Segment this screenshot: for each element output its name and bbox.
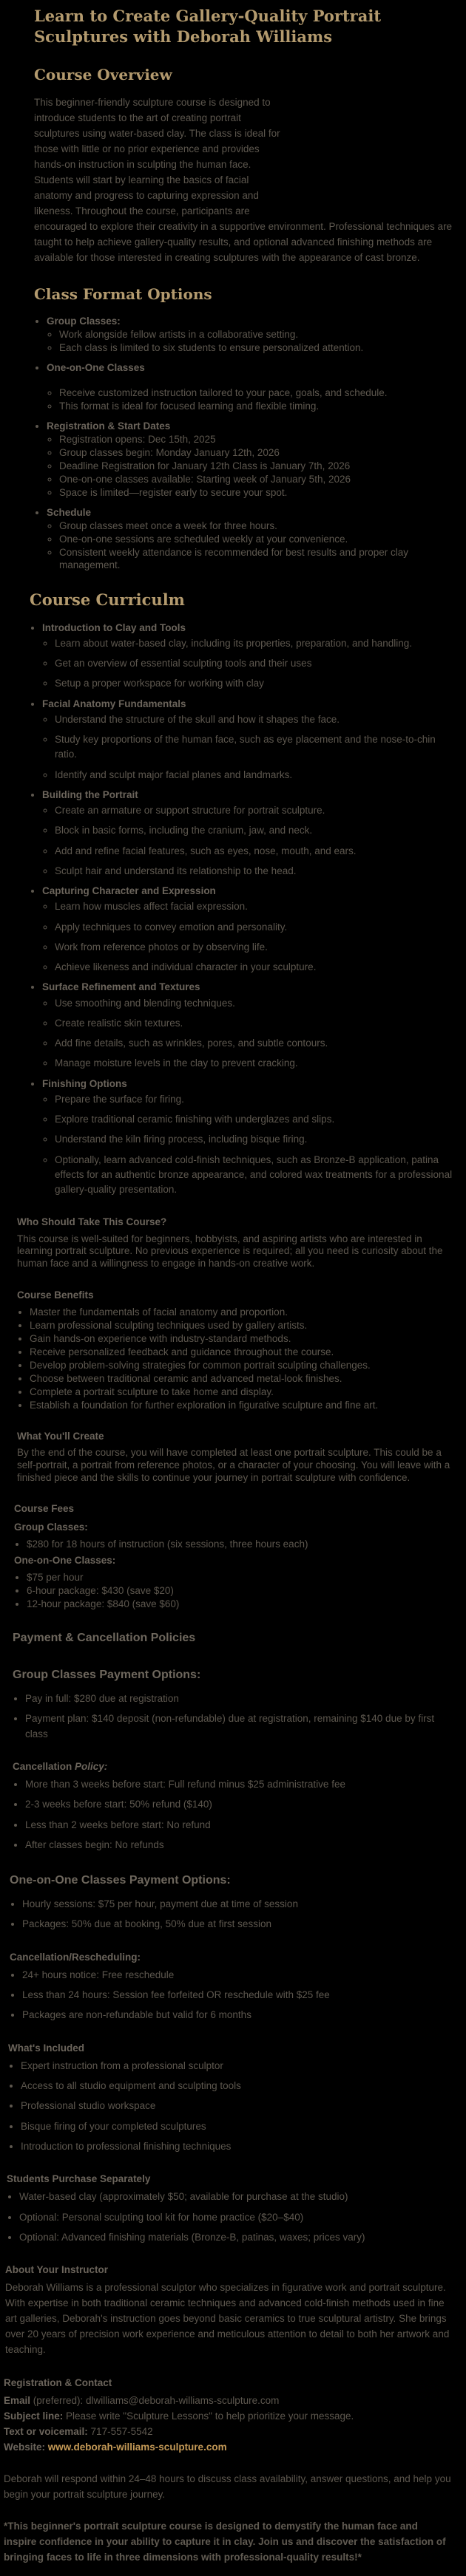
heading-payment: Payment & Cancellation Policies [13, 1632, 196, 1645]
list-group [47, 420, 453, 499]
list-group [42, 788, 453, 879]
list-item: ◦ Optionally, learn advanced cold-finish techniques, such as Bronze-B application, patina effects for an authentic bronze appearance, and colored wax treatments for a professional gallery-quality presentation. [55, 1153, 453, 1198]
heading-class-format: Class Format Options [34, 284, 212, 303]
list-item: • 2-3 weeks before start: 50% refund ($140) [25, 1797, 453, 1812]
list-item: ◦ Consistent weekly attendance is recommended for best results and proper clay management. [59, 546, 453, 571]
list-item: • Packages: 50% due at booking, 50% due at first session [22, 1917, 453, 1932]
group-sublist [47, 519, 453, 571]
list-item: • $280 for 18 hours of instruction (six sessions, three hours each) [27, 1538, 453, 1550]
list-item: ◦ One-on-one classes available: Starting week of January 5th, 2026 [59, 473, 453, 485]
list-item: ◦ Block in basic forms, including the cranium, jaw, and neck. [55, 823, 453, 838]
list-item: • Master the fundamentals of facial anatomy and proportion. [30, 1306, 453, 1318]
list-item: ◦ Group classes meet once a week for three hours. [59, 519, 453, 532]
list-item: • More than 3 weeks before start: Full refund minus $25 administrative fee [25, 1777, 453, 1792]
heading-fees-one: One-on-One Classes: [14, 1554, 116, 1566]
list-item: ◦ Registration opens: Dec 15th, 2025 [59, 433, 453, 446]
list-item: ◦ Apply techniques to convey emotion and personality. [55, 920, 453, 935]
list-item: ◦ Deadline Registration for January 12th Class is January 7th, 2026 [59, 460, 453, 472]
list-item: ◦ One-on-one sessions are scheduled weekly at your convenience. [59, 533, 453, 545]
contact-website-row [4, 2440, 453, 2456]
list-item: ◦ Get an overview of essential sculpting tools and their uses [55, 656, 453, 671]
section-contact [0, 2376, 466, 2566]
list-item: • After classes begin: No refunds [25, 1838, 453, 1853]
list-item: • Expert instruction from a professional sculptor [21, 2059, 453, 2074]
list-item: • Optional: Personal sculpting tool kit for home practice ($20–$40) [19, 2210, 453, 2225]
heading-fees-group: Group Classes: [14, 1521, 88, 1533]
list-item: ◦ Study key proportions of the human face, such as eye placement and the nose-to-chin ratio. [55, 732, 453, 763]
overview-text: This beginner-friendly sculpture course is designed to introduce students to the art of creating portrait sculptures using water-based clay. The class is ideal for those with little or no prior experience and provides hands-on instruction in sculpting the human face. Students will start by learning the basics of facial anatomy and progress to capturing expression and likeness. Throughout the course, participants are encouraged to explore their creativity in a supportive environment. Professional techniques are taught to help achieve gallery-quality results, and optional advanced finishing methods are available for those interested in creating sculptures with the appearance of cast bronze. [34, 97, 453, 263]
heading-purchase-separately: Students Purchase Separately [7, 2173, 151, 2185]
list-item: • Learn professional sculpting techniques used by gallery artists. [30, 1319, 453, 1332]
list-item: • Less than 2 weeks before start: No refund [25, 1818, 453, 1833]
section-instructor [0, 2263, 466, 2358]
group-sublist [47, 433, 453, 499]
list-group [42, 884, 453, 975]
list-item: ◦ Prepare the surface for firing. [55, 1092, 453, 1107]
list-group [47, 315, 453, 354]
list-item: ◦ Setup a proper workspace for working with clay [55, 676, 453, 691]
fees-one-list [14, 1571, 453, 1610]
list-item: • 6-hour package: $430 (save $20) [27, 1584, 453, 1597]
list-item: • Optional: Advanced finishing materials (Bronze-B, patinas, waxes; prices vary) [19, 2230, 453, 2245]
heading-benefits: Course Benefits [17, 1289, 94, 1301]
section-fees [0, 1502, 466, 1610]
email-value: (preferred): dlwilliams@deborah-williams-sculpture.com [30, 2395, 280, 2407]
heading-included: What's Included [8, 2042, 84, 2054]
list-item: ◦ Receive customized instruction tailored to your pace, goals, and schedule. [59, 386, 453, 399]
rescheduling-list [10, 1968, 453, 2023]
list-item: • Choose between traditional ceramic and advanced metal-look finishes. [30, 1372, 453, 1385]
response-note: Deborah will respond within 24–48 hours to discuss class availability, answer questions, and help you begin your portrait sculpture journey. [4, 2473, 451, 2500]
list-item: • Develop problem-solving strategies for common portrait sculpting challenges. [30, 1359, 453, 1372]
payment-group-list [13, 1691, 453, 1742]
list-item: ◦ Learn about water-based clay, including its properties, preparation, and handling. [55, 636, 453, 651]
fees-group-list [14, 1538, 453, 1550]
section-included [0, 2041, 466, 2155]
list-item: ◦ Each class is limited to six students to ensure personalized attention. [59, 341, 453, 354]
list-item: • Receive personalized feedback and guidance throughout the course. [30, 1346, 453, 1358]
list-item: • Water-based clay (approximately $50; available for purchase at the studio) [19, 2190, 453, 2204]
closing-paragraph: *This beginner's portrait sculpture course is designed to demystify the human face and inspire confidence in your ability to capture it in clay. Join us and discover the satisfaction of bringing faces to life in three dimensions with professional-quality results!* [4, 2520, 446, 2563]
list-item: • Pay in full: $280 due at registration [25, 1691, 453, 1706]
contact-email-row [4, 2393, 453, 2409]
website-label: Website: [4, 2442, 46, 2453]
list-item: • Complete a portrait sculpture to take home and display. [30, 1386, 453, 1398]
heading-contact: Registration & Contact [4, 2377, 112, 2389]
list-item: ◦ Work alongside fellow artists in a collaborative setting. [59, 328, 453, 341]
list-item: • Hourly sessions: $75 per hour, payment due at time of session [22, 1897, 453, 1912]
group-label: One-on-One Classes [47, 361, 145, 373]
section-header [0, 6, 466, 266]
list-item: • Professional studio workspace [21, 2099, 453, 2113]
curriculum-list [30, 621, 453, 1198]
list-item: ◦ Add and refine facial features, such as eyes, nose, mouth, and ears. [55, 844, 453, 859]
included-list [8, 2059, 453, 2154]
heading-what-create: What You'll Create [17, 1431, 104, 1442]
list-group [47, 506, 453, 571]
contact-subject-row [4, 2409, 453, 2425]
heading-curriculum: Course Curriculm [30, 590, 185, 609]
page-title: Learn to Create Gallery-Quality Portrait Sculptures with Deborah Williams [34, 7, 382, 46]
group-sublist [42, 899, 453, 975]
group-label: Building the Portrait [42, 788, 138, 800]
cancellation-list [13, 1777, 453, 1853]
contact-phone-row [4, 2425, 453, 2440]
group-sublist [42, 996, 453, 1071]
list-item: ◦ Create an armature or support structure for portrait sculpture. [55, 803, 453, 818]
section-payment [0, 1629, 466, 1853]
list-item: • Establish a foundation for further exploration in figurative sculpture and fine art. [30, 1399, 453, 1411]
heading-course-overview: Course Overview [34, 66, 172, 84]
list-item: • 12-hour package: $840 (save $60) [27, 1598, 453, 1610]
section-curriculum [0, 590, 466, 1198]
cancellation-label-italic: Policy: [75, 1760, 108, 1772]
phone-value: 717-557-5542 [87, 2426, 153, 2438]
list-item: ◦ Explore traditional ceramic finishing with underglazes and slips. [55, 1112, 453, 1127]
list-item: ◦ Add fine details, such as wrinkles, pores, and subtle contours. [55, 1036, 453, 1051]
group-sublist [42, 636, 453, 692]
list-item: ◦ Achieve likeness and individual character in your sculpture. [55, 960, 453, 975]
subject-label: Subject line: [4, 2410, 64, 2422]
group-sublist [47, 386, 453, 412]
list-group [42, 697, 453, 783]
list-item: ◦ Identify and sculpt major facial planes and landmarks. [55, 768, 453, 783]
list-item: • Gain hands-on experience with industry-standard methods. [30, 1332, 453, 1345]
group-label: Schedule [47, 506, 92, 518]
one-on-one-payment-list [10, 1897, 453, 1932]
list-item: ◦ Learn how muscles affect facial expression. [55, 899, 453, 914]
list-item: • Less than 24 hours: Session fee forfeited OR reschedule with $25 fee [22, 1988, 453, 2003]
heading-cancellation-policy [13, 1759, 453, 1774]
who-should-text: This course is well-suited for beginners, hobbyists, and aspiring artists who are interested in learning portrait sculpture. No previous experience is required; all you need is curiosity about the human face and a willingness to engage in hands-on creative work. [17, 1233, 443, 1270]
group-label: Introduction to Clay and Tools [42, 621, 186, 633]
section-class-format [0, 285, 466, 571]
group-sublist [42, 803, 453, 879]
list-group [42, 1077, 453, 1198]
group-label: Registration & Start Dates [47, 420, 171, 432]
group-label: Surface Refinement and Textures [42, 981, 200, 993]
section-what-create [0, 1429, 466, 1484]
cancellation-label: Cancellation [13, 1760, 75, 1772]
section-purchase-separately [0, 2172, 466, 2245]
website-link[interactable]: www.deborah-williams-sculpture.com [47, 2442, 227, 2453]
phone-label: Text or voicemail: [4, 2426, 88, 2438]
list-item: • Introduction to professional finishing techniques [21, 2139, 453, 2154]
heading-payment-group: Group Classes Payment Options: [13, 1669, 201, 1682]
email-label: Email [4, 2395, 31, 2407]
list-item: ◦ Group classes begin: Monday January 12th, 2026 [59, 446, 453, 459]
list-group [42, 621, 453, 692]
list-item: ◦ Sculpt hair and understand its relationship to the head. [55, 864, 453, 879]
group-sublist [42, 1092, 453, 1198]
image-placeholder [284, 95, 453, 206]
list-item: • Payment plan: $140 deposit (non-refundable) due at registration, remaining $140 due by first class [25, 1711, 453, 1742]
list-group [47, 361, 453, 412]
overview-paragraph [34, 95, 453, 265]
group-label: Finishing Options [42, 1077, 127, 1089]
list-group [42, 980, 453, 1071]
list-item: • Packages are non-refundable but valid for 6 months [22, 2008, 453, 2023]
heading-who-should: Who Should Take This Course? [17, 1216, 167, 1228]
heading-fees: Course Fees [14, 1503, 75, 1515]
purchase-list [7, 2190, 453, 2245]
group-label: Facial Anatomy Fundamentals [42, 698, 186, 709]
list-item: ◦ Space is limited—register early to secure your spot. [59, 486, 453, 499]
list-item: ◦ This format is ideal for focused learning and flexible timing. [59, 400, 453, 412]
group-label: Group Classes: [47, 315, 121, 327]
list-item: • $75 per hour [27, 1571, 453, 1584]
list-item: • Access to all studio equipment and sculpting tools [21, 2079, 453, 2093]
group-sublist [47, 328, 453, 354]
group-sublist [42, 712, 453, 783]
list-item: • Bisque firing of your completed sculptures [21, 2119, 453, 2134]
list-item: ◦ Use smoothing and blending techniques. [55, 996, 453, 1011]
section-who-should [0, 1215, 466, 1270]
class-format-list [34, 315, 453, 571]
heading-rescheduling: Cancellation/Rescheduling: [10, 1951, 141, 1963]
heading-one-on-one-payment: One-on-One Classes Payment Options: [10, 1874, 231, 1887]
section-benefits [0, 1288, 466, 1411]
list-item: ◦ Understand the kiln firing process, including bisque firing. [55, 1132, 453, 1147]
list-item: ◦ Create realistic skin textures. [55, 1016, 453, 1031]
section-one-on-one-payment [0, 1872, 466, 2023]
subject-value: Please write "Sculpture Lessons" to help prioritize your message. [63, 2410, 354, 2422]
what-create-text: By the end of the course, you will have completed at least one portrait sculpture. This could be a self-portrait, a portrait from reference photos, or a character of your choosing. You will leave with a finished piece and the skills to continue your journey in portrait sculpture with confidence. [17, 1447, 450, 1483]
benefits-list [17, 1306, 453, 1411]
list-item: • 24+ hours notice: Free reschedule [22, 1968, 453, 1983]
group-label: Capturing Character and Expression [42, 885, 216, 897]
instructor-text: Deborah Williams is a professional sculptor who specializes in figurative work and portrait sculpture. With expertise in both traditional ceramic techniques and advanced cold-finish methods used in fine art galleries, Deborah's instruction goes beyond basic ceramics to true sculptural artistry. She brings over 20 years of precision work experience and meticulous attention to detail to both her artwork and teaching. [5, 2282, 450, 2356]
list-item: ◦ Understand the structure of the skull and how it shapes the face. [55, 712, 453, 727]
heading-instructor: About Your Instructor [5, 2264, 108, 2276]
list-item: ◦ Work from reference photos or by observing life. [55, 940, 453, 955]
list-item: ◦ Manage moisture levels in the clay to prevent cracking. [55, 1056, 453, 1071]
